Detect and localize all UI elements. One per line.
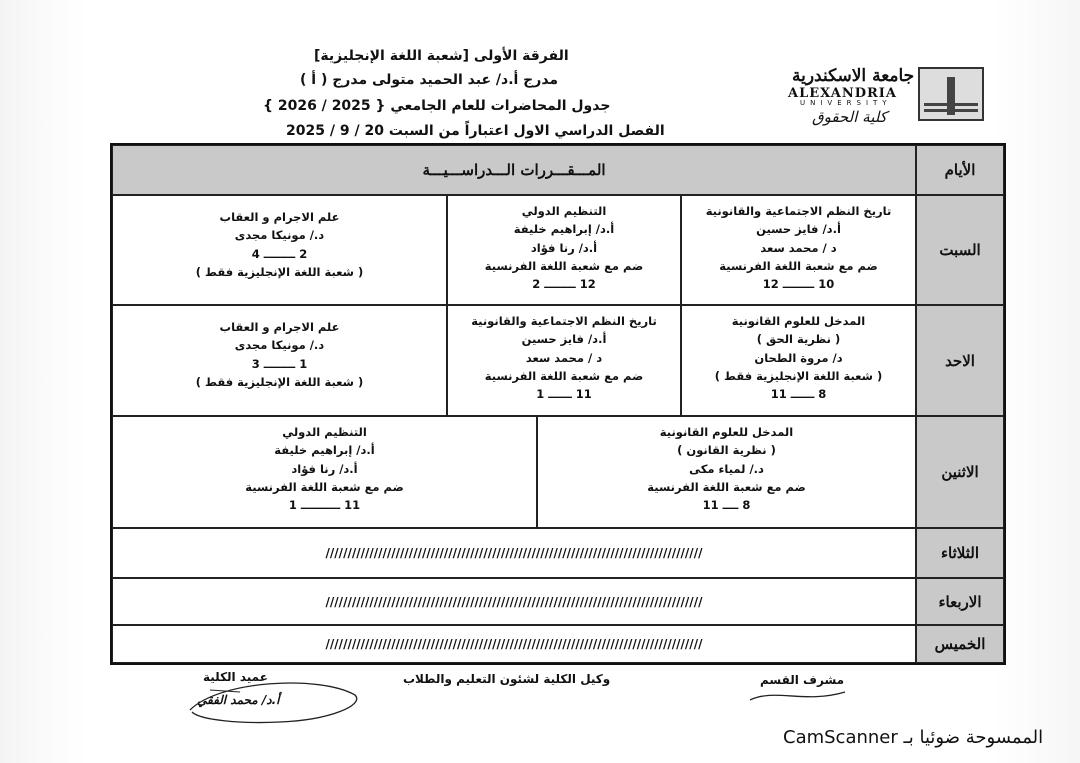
courses-header: المـــقـــررات الـــدراســـيـــة (112, 145, 916, 195)
course-cell: التنظيم الدولي أ.د/ إبراهيم خليفة أ.د/ رنا فؤاد ضم مع شعبة اللغة الفرنسية 12 ــــــــ 2 (447, 195, 681, 305)
course-cell: تاريخ النظم الاجتماعية والقانونية أ.د/ فايز حسين د / محمد سعد ضم مع شعبة اللغة الفرنسية 11 ــــــ 1 (447, 305, 681, 416)
header-line-4: الفصل الدراسي الاول اعتباراً من السبت 20 / 9 / 2025 (286, 123, 665, 139)
university-logo (918, 67, 984, 121)
course-cell: المدخل للعلوم القانونية ( نظرية الحق ) د/ مروة الطحان ( شعبة اللغة الإنجليزية فقط ) 8 ــــــ 11 (681, 305, 916, 416)
header-line-3: جدول المحاضرات للعام الجامعي { 2025 / 2026 } (263, 98, 611, 114)
course-cell: تاريخ النظم الاجتماعية والقانونية أ.د/ فايز حسين د / محمد سعد ضم مع شعبة اللغة الفرنسية 10 ــــــــ 12 (681, 195, 916, 305)
supervisor-signature (745, 684, 855, 706)
empty-day-marker: ////////////////////////////////////////////////////////////////////////////////////// (112, 578, 916, 625)
empty-day-marker: ////////////////////////////////////////////////////////////////////////////////////// (112, 625, 916, 663)
header-line-2: مدرج أ.د/ عبد الحميد متولى مدرج ( أ ) (300, 72, 559, 88)
header-line-1: الفرقة الأولى [شعبة اللغة الإنجليزية] (314, 48, 569, 64)
day-saturday: السبت (916, 195, 1004, 305)
course-cell: علم الاجرام و العقاب د./ مونيكا مجدى 1 ــــــــ 3 ( شعبة اللغة الإنجليزية فقط ) (112, 305, 447, 416)
empty-day-marker: ////////////////////////////////////////////////////////////////////////////////////// (112, 528, 916, 578)
course-cell: المدخل للعلوم القانونية ( نظرية القانون ) د./ لمياء مكى ضم مع شعبة اللغة الفرنسية 8 ــــ 11 (537, 416, 916, 528)
day-wednesday: الاربعاء (916, 578, 1004, 625)
day-monday: الاثنين (916, 416, 1004, 528)
supervisor-label: مشرف القسم (760, 673, 845, 687)
university-subtitle: UNIVERSITY (800, 99, 892, 107)
vice-dean-label: وكيل الكلية لشئون التعليم والطلاب (403, 672, 611, 686)
dean-label: عميد الكلية (203, 670, 268, 684)
university-name-arabic: جامعة الاسكندرية (792, 66, 915, 86)
day-sunday: الاحد (916, 305, 1004, 416)
day-thursday: الخميس (916, 625, 1004, 663)
days-header: الأيام (916, 145, 1004, 195)
dean-name: أ.د/ محمد الفقي (197, 693, 280, 707)
day-tuesday: الثلاثاء (916, 528, 1004, 578)
camscanner-watermark: الممسوحة ضوئيا بـ CamScanner (783, 727, 1044, 748)
course-cell: التنظيم الدولي أ.د/ إبراهيم خليفة أ.د/ رنا فؤاد ضم مع شعبة اللغة الفرنسية 11 ــــــــــ 1 (112, 416, 537, 528)
course-cell: علم الاجرام و العقاب د./ مونيكا مجدى 2 ــــــــ 4 ( شعبة اللغة الإنجليزية فقط ) (112, 195, 447, 305)
faculty-name: كلية الحقوق (812, 108, 887, 126)
schedule-table (110, 143, 1006, 665)
signature-scribble (180, 670, 370, 730)
university-name-english: ALEXANDRIA (788, 86, 897, 101)
